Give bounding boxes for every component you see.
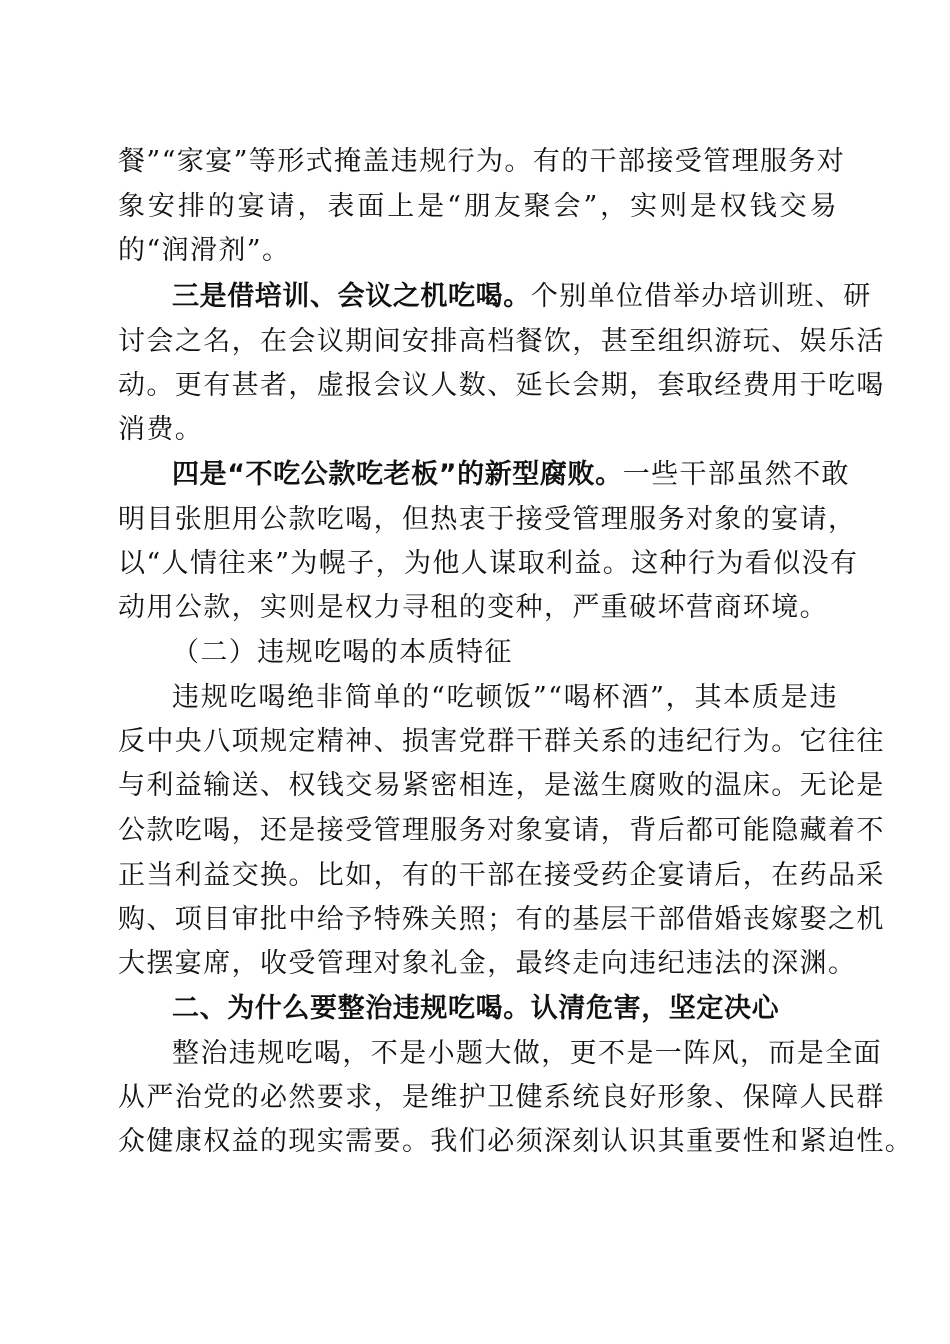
- section-heading: 二、为什么要整治违规吃喝。认清危害，坚定决心: [172, 993, 780, 1024]
- body-text-line: 公款吃喝，还是接受管理服务对象宴请，背后都可能隐藏着不: [118, 815, 885, 846]
- body-text-line: 消费。: [118, 414, 204, 445]
- body-text-line: 动。更有甚者，虚报会议人数、延长会期，套取经费用于吃喝: [118, 370, 885, 401]
- body-text-span: 一些干部虽然不敢: [622, 459, 850, 490]
- body-text-line: 大摆宴席，收受管理对象礼金，最终走向违纪违法的深渊。: [118, 948, 857, 979]
- body-text-line: 众健康权益的现实需要。我们必须深刻认识其重要性和紧迫性。: [118, 1126, 914, 1157]
- subsection-heading: （二）违规吃喝的本质特征: [172, 637, 513, 668]
- body-text-line: 讨会之名，在会议期间安排高档餐饮，甚至组织游玩、娱乐活: [118, 326, 885, 357]
- body-paragraph-first-line: [172, 455, 850, 495]
- body-text-line: 正当利益交换。比如，有的干部在接受药企宴请后，在药品采: [118, 860, 885, 891]
- body-text-line: 的“润滑剂”。: [118, 235, 291, 266]
- body-text-line: 象安排的宴请，表面上是“朋友聚会”，实则是权钱交易: [118, 191, 838, 222]
- body-text-line: 反中央八项规定精神、损害党群干群关系的违纪行为。它往往: [118, 726, 885, 757]
- body-text-span: 个别单位借举办培训班、研: [530, 281, 872, 312]
- body-paragraph-first-line: 整治违规吃喝，不是小题大做，更不是一阵风，而是全面: [172, 1038, 882, 1069]
- body-text-line: 动用公款，实则是权力寻租的变种，严重破坏营商环境。: [118, 592, 828, 623]
- body-text-line: 购、项目审批中给予特殊关照；有的基层干部借婚丧嫁娶之机: [118, 904, 885, 935]
- body-text-line: 明目张胆用公款吃喝，但热衷于接受管理服务对象的宴请，: [118, 504, 857, 535]
- paragraph-lead-bold: 四是“不吃公款吃老板”的新型腐败。: [172, 459, 623, 490]
- body-paragraph-first-line: [172, 277, 872, 317]
- body-text-line: 从严治党的必然要求，是维护卫健系统良好形象、保障人民群: [118, 1082, 885, 1113]
- body-text-line: 餐”“家宴”等形式掩盖违规行为。有的干部接受管理服务对: [118, 146, 846, 177]
- body-text-line: 与利益输送、权钱交易紧密相连，是滋生腐败的温床。无论是: [118, 770, 885, 801]
- paragraph-lead-bold: 三是借培训、会议之机吃喝。: [172, 281, 531, 312]
- body-paragraph-first-line: 违规吃喝绝非简单的“吃顿饭”“喝杯酒”，其本质是违: [172, 682, 838, 713]
- body-text-line: 以“人情往来”为幌子，为他人谋取利益。这种行为看似没有: [118, 548, 859, 579]
